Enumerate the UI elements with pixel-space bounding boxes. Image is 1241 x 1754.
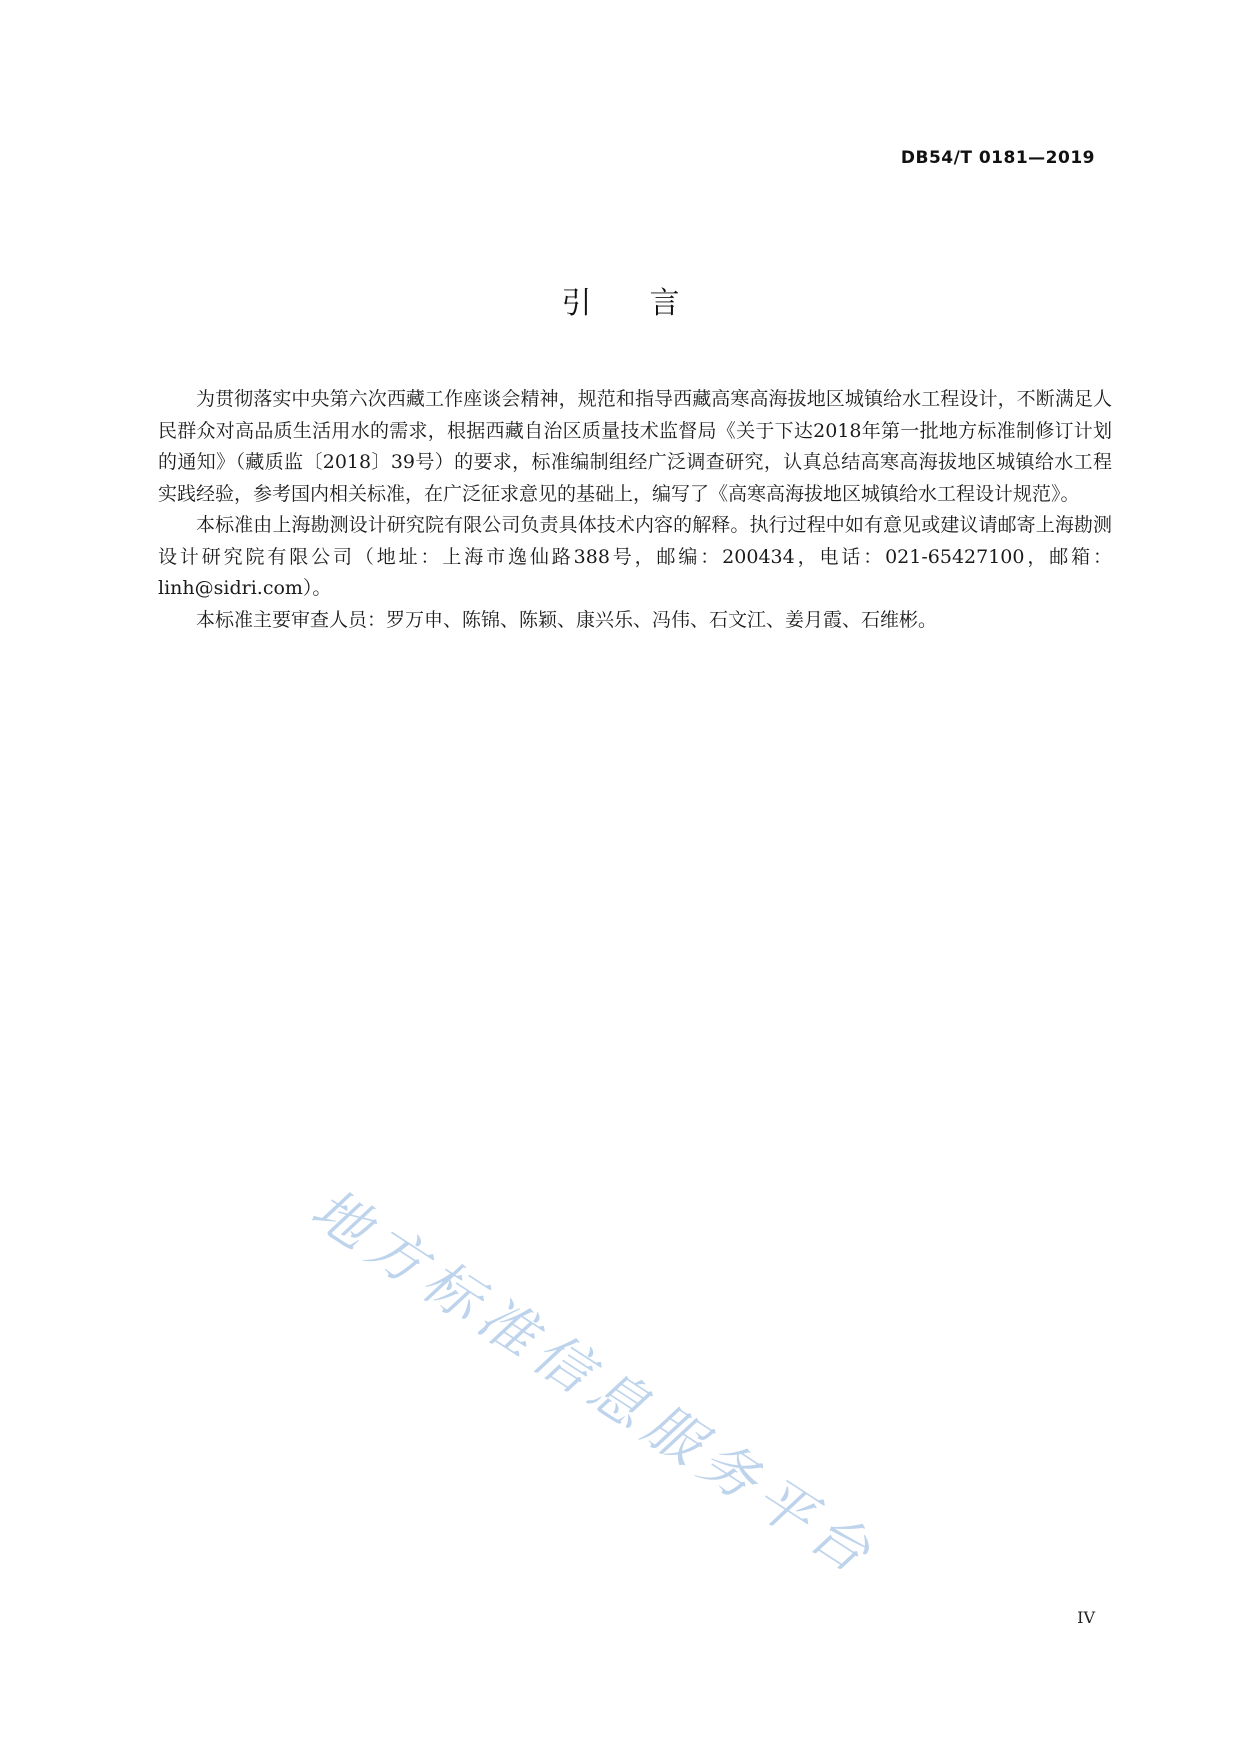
paragraph-interpretation-contact: 本标准由上海勘测设计研究院有限公司负责具体技术内容的解释。执行过程中如有意见或建议请邮寄上海勘测设计研究院有限公司（地址：上海市逸仙路388号，邮编：200434，电话：021-65427100，邮箱：linh@sidri.com）。 <box>158 514 1112 599</box>
paragraph-background: 为贯彻落实中央第六次西藏工作座谈会精神，规范和指导西藏高寒高海拔地区城镇给水工程设计，不断满足人民群众对高品质生活用水的需求，根据西藏自治区质量技术监督局《关于下达2018年第一批地方标准制修订计划的通知》（藏质监〔2018〕39号）的要求，标准编制组经广泛调查研究，认真总结高寒高海拔地区城镇给水工程实践经验，参考国内相关标准，在广泛征求意见的基础上，编写了《高寒高海拔地区城镇给水工程设计规范》。 <box>158 388 1112 505</box>
paragraph-reviewers: 本标准主要审查人员：罗万申、陈锦、陈颖、康兴乐、冯伟、石文江、姜月霞、石维彬。 <box>196 608 938 631</box>
document-body <box>158 384 1112 636</box>
watermark: 地方标准信息服务平台 <box>299 1176 889 1591</box>
page-number: IV <box>1077 1608 1095 1627</box>
document-code: DB54/T 0181—2019 <box>900 148 1095 168</box>
page-title: 引言 <box>561 286 738 321</box>
